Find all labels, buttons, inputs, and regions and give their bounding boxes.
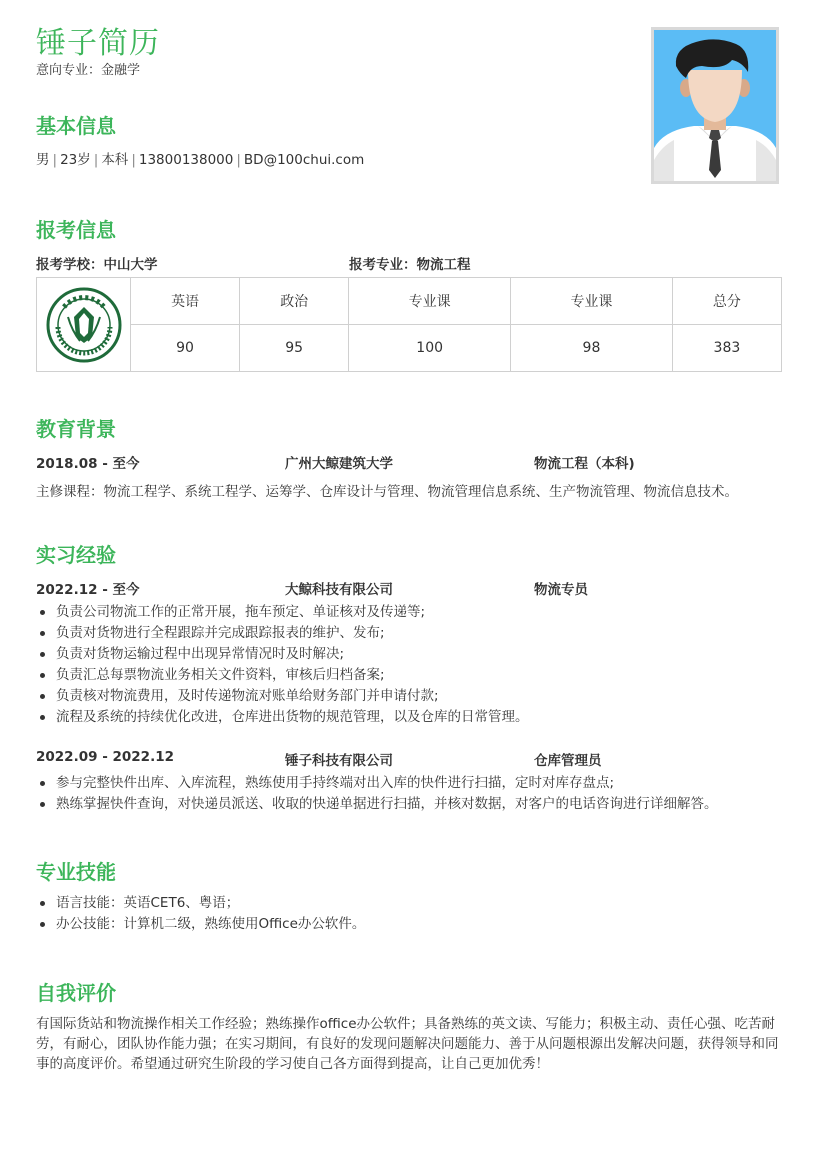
university-logo-cell [37,278,131,372]
score-header: 专业课 [349,278,511,325]
job-role: 仓库管理员 [534,753,602,769]
section-title-skills: 专业技能 [36,860,116,884]
score-header: 专业课 [511,278,673,325]
score-value-row [37,325,782,372]
resume-name: 锤子简历 [36,26,160,61]
score-value: 90 [131,325,240,372]
score-value: 100 [349,325,511,372]
job-duties-list [38,602,529,728]
job-period: 2022.09 - 2022.12 [36,749,174,765]
avatar-illustration-icon [654,30,776,181]
score-header-row [37,278,782,325]
list-item: 负责核对物流费用，及时传递物流对账单给财务部门并申请付款; [38,686,529,707]
score-value: 383 [672,325,781,372]
section-title-evaluation: 自我评价 [36,981,116,1005]
basic-info-line [36,148,364,168]
profile-photo [651,27,779,184]
exam-school: 报考学校：中山大学 [36,257,158,273]
list-item: 办公技能：计算机二级，熟练使用Office办公软件。 [38,914,365,935]
education-school: 广州大鲸建筑大学 [285,456,393,472]
intended-major: 意向专业：金融学 [36,63,141,78]
section-title-basic: 基本信息 [36,114,116,138]
list-item: 参与完整快件出库、入库流程，熟练使用手持终端对出入库的快件进行扫描，定时对库存盘点; [38,773,718,794]
separator: | [236,152,241,168]
exam-major: 报考专业：物流工程 [349,257,471,273]
self-evaluation-text: 有国际货站和物流操作相关工作经验；熟练操作office办公软件；具备熟练的英文读、写能力；积极主动、责任心强、吃苦耐劳，有耐心，团队协作能力强；在实习期间，有良好的发现问题解决问题能力、善于从问题根源出发解决问题，获得领导和同事的高度评价。希望通过研究生阶段的学习使自己各方面得到提高，让自己更加优秀！ [36,1016,779,1072]
phone: 13800138000 [138,152,234,168]
university-seal-icon [46,287,122,363]
email: BD@100chui.com [243,152,365,168]
degree: 本科 [101,152,129,168]
separator: | [93,152,99,168]
list-item: 负责公司物流工作的正常开展，拖车预定、单证核对及传递等; [38,602,529,623]
list-item: 熟练掌握快件查询，对快递员派送、收取的快递单据进行扫描，并核对数据，对客户的电话咨询进行详细解答。 [38,794,718,815]
separator: | [131,152,136,168]
list-item: 流程及系统的持续优化改进，仓库进出货物的规范管理，以及仓库的日常管理。 [38,707,529,728]
job-period: 2022.12 - 至今 [36,582,140,598]
list-item: 负责对货物进行全程跟踪并完成跟踪报表的维护、发布; [38,623,529,644]
gender: 男 [36,152,50,168]
score-value: 98 [511,325,673,372]
list-item: 语言技能：英语CET6、粤语； [38,893,365,914]
job-company: 大鲸科技有限公司 [285,582,393,598]
education-major: 物流工程（本科) [534,456,635,472]
age: 23岁 [60,152,91,168]
skills-list [38,893,365,935]
section-title-internship: 实习经验 [36,543,116,567]
job-role: 物流专员 [534,582,588,598]
separator: | [52,152,58,168]
section-title-education: 教育背景 [36,417,116,441]
list-item: 负责汇总每票物流业务相关文件资料，审核后归档备案; [38,665,529,686]
score-header: 政治 [240,278,349,325]
education-period: 2018.08 - 至今 [36,456,140,472]
score-header: 英语 [131,278,240,325]
score-value: 95 [240,325,349,372]
section-title-exam: 报考信息 [36,218,116,242]
list-item: 负责对货物运输过程中出现异常情况时及时解决; [38,644,529,665]
score-table [36,277,782,372]
education-courses: 主修课程：物流工程学、系统工程学、运筹学、仓库设计与管理、物流管理信息系统、生产物流管理、物流信息技术。 [36,484,738,500]
job-company: 锤子科技有限公司 [285,753,393,769]
job-duties-list [38,773,718,815]
score-header: 总分 [672,278,781,325]
